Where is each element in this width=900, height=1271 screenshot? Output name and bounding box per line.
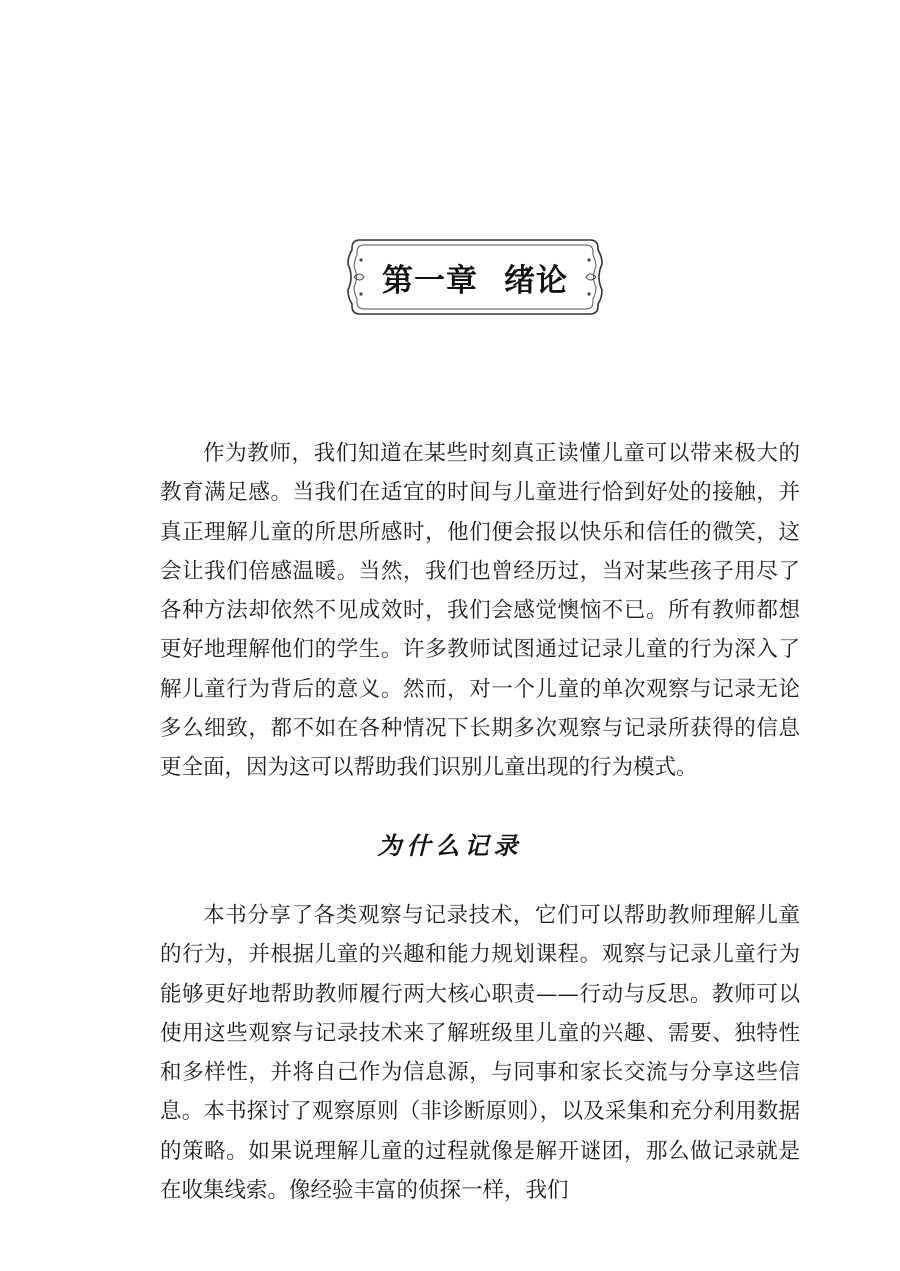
intro-paragraph: 作为教师，我们知道在某些时刻真正读懂儿童可以带来极大的教育满足感。当我们在适宜的时间与儿童进行恰到好处的接触，并真正理解儿童的所思所感时，他们便会报以快乐和信任的微笑，这会让我们倍感温暖。当然，我们也曾经历过，当对某些孩子用尽了各种方法却依然不见成效时，我们会感觉懊恼不已。所有教师都想更好地理解他们的学生。许多教师试图通过记录儿童的行为深入了解儿童行为背后的意义。然而，对一个儿童的单次观察与记录无论多么细致，都不如在各种情况下长期多次观察与记录所获得的信息更全面，因为这可以帮助我们识别儿童出现的行为模式。 — [160, 441, 800, 781]
section-heading: 为什么记录 — [377, 832, 523, 860]
chapter-name: 绪论 — [504, 262, 568, 299]
chapter-number: 第一章 — [382, 262, 478, 299]
chapter-title-frame — [346, 236, 604, 318]
section-paragraph: 本书分享了各类观察与记录技术，它们可以帮助教师理解儿童的行为，并根据儿童的兴趣和能力规划课程。观察与记录儿童行为能够更好地帮助教师履行两大核心职责——行动与反思。教师可以使用这些观察与记录技术来了解班级里儿童的兴趣、需要、独特性和多样性，并将自己作为信息源，与同事和家长交流与分享这些信息。本书探讨了观察原则（非诊断原则），以及采集和充分利用数据的策略。如果说理解儿童的过程就像是解开谜团，那么做记录就是在收集线索。像经验丰富的侦探一样，我们 — [160, 903, 800, 1204]
chapter-title — [346, 236, 604, 318]
